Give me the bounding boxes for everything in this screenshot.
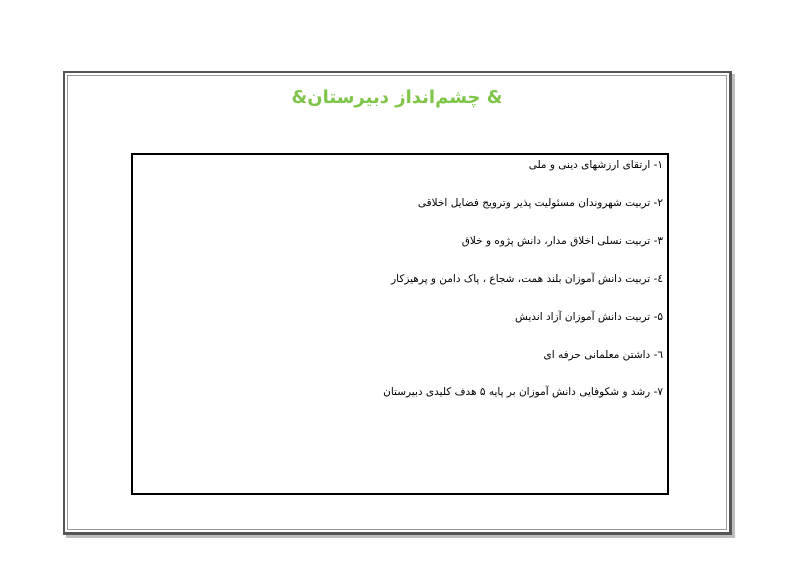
goal-item-2: ۲- تربیت شهروندان مسئولیت پذیر وترویج فضایل اخلاقی <box>417 197 663 209</box>
goal-item-3: ۳- تربیت نسلی اخلاق مدار، دانش پژوه و خلاق <box>461 235 663 247</box>
page-title: & چشم‌انداز دبیرستان& <box>291 87 503 108</box>
page-frame <box>63 71 732 535</box>
goal-item-1: ۱- ارتقای ارزشهای دینی و ملی <box>528 159 663 171</box>
goal-item-5: ۵- تربیت دانش آموزان آزاد اندیش <box>514 311 663 323</box>
goals-box <box>131 153 669 495</box>
goal-item-7: ۷- رشد و شکوفایی دانش آموزان بر پایه ۵ هدف کلیدی دبیرستان <box>383 386 663 398</box>
goal-item-4: ٤- تربیت دانش آموزان بلند همت، شجاع ، پاک دامن و پرهیزکار <box>391 273 663 285</box>
goal-item-6: ٦- داشتن معلمانی حرفه ای <box>543 349 663 361</box>
